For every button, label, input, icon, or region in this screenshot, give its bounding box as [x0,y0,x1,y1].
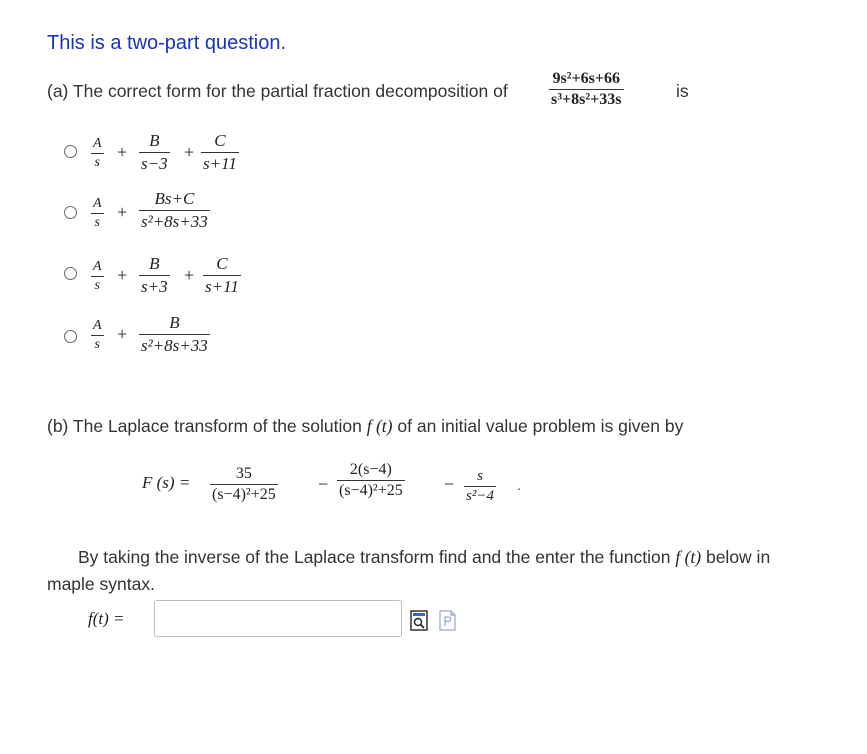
F-term-3: $\frac{s}{\text{s²−4}}$ [466,468,494,504]
part-b-prompt: (b) The Laplace transform of the solution f (t) of an initial value problem is given by [47,416,684,436]
function-name: f (t) [366,416,393,436]
part-a-suffix: is [676,81,689,101]
option-3-term-1: $\frac{A}{s}$ [93,259,102,293]
part-b-instruction: By taking the inverse of the Laplace transform find and the enter the function f (t) below in maple syntax. [47,547,771,594]
option-2-term-2: $\frac{Bs+C}{\text{s²+8s+33}}$ [141,189,208,231]
option-1-term-2: $\frac{B}{s-3}$ [141,131,168,173]
period: . [517,477,521,493]
part-a-prompt: (a) The correct form for the partial fraction decomposition of [47,81,508,101]
equation-preview-icon[interactable] [410,610,430,632]
plus-sign: + [117,265,128,285]
option-3-term-3: $\frac{C}{s+11}$ [205,254,239,296]
option-1-term-3: $\frac{C}{s+11}$ [203,131,237,173]
option-2-term-1: $\frac{A}{s}$ [93,196,102,230]
minus-sign: − [318,474,329,494]
minus-sign: − [444,474,455,494]
option-2-radio[interactable] [64,206,77,219]
plus-sign: + [184,265,195,285]
option-4-term-2: $\frac{B}{\text{s²+8s+33}}$ [141,313,208,355]
part-a-expression-numerator: 9s²+6s+66 [552,70,620,87]
plus-sign: + [184,142,195,162]
plus-sign: + [117,202,128,222]
option-1-term-1: $\frac{A}{s}$ [93,136,102,170]
plus-sign: + [117,142,128,162]
answer-input[interactable] [154,600,402,637]
option-3-radio[interactable] [64,267,77,280]
F-label: F (s) = [142,473,191,492]
plus-sign: + [117,324,128,344]
answer-label: f(t) = [88,609,125,628]
option-4-term-1: $\frac{A}{s}$ [93,318,102,352]
syntax-help-icon[interactable] [438,610,458,632]
part-a-expression [549,70,624,109]
option-1-radio[interactable] [64,145,77,158]
F-term-2: $\frac{2(s-4)}{\text{(s−4)²+25}}$ [339,461,403,499]
option-4-radio[interactable] [64,330,77,343]
function-name: f (t) [675,547,702,567]
part-a-expression-denominator: s³+8s²+33s [551,91,622,108]
option-3-term-2: $\frac{B}{s+3}$ [141,254,168,296]
question-title: This is a two-part question. [47,32,286,54]
F-term-1: $\frac{35}{\text{(s−4)²+25}}$ [212,465,276,503]
